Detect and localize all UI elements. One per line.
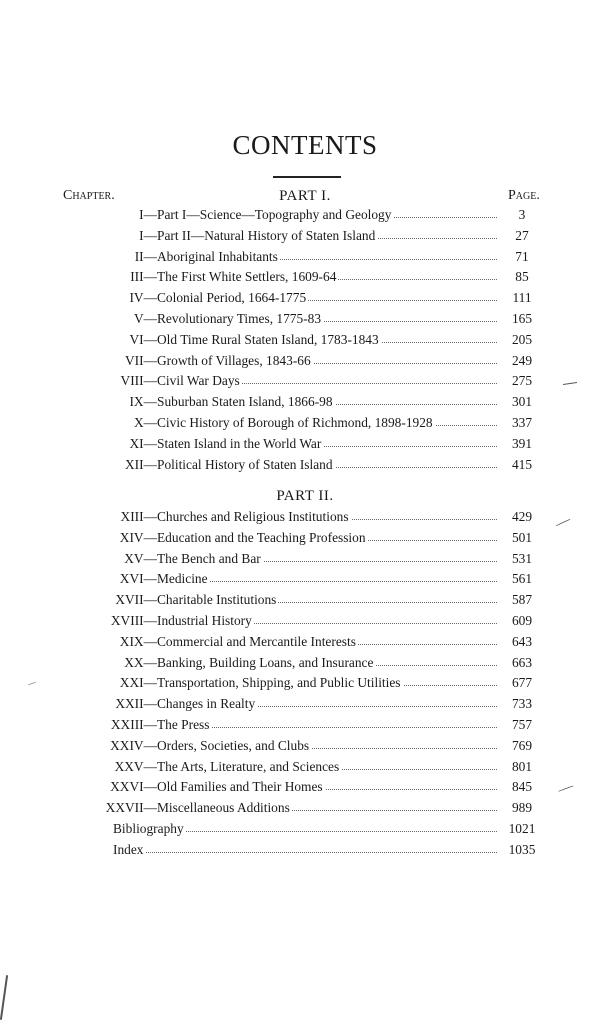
page-number: 301 <box>511 394 533 410</box>
toc-entry <box>0 696 610 716</box>
chapter-number: XIX— <box>119 633 157 649</box>
chapter-number: XI— <box>129 435 157 451</box>
chapter-number: X— <box>133 415 157 430</box>
chapter-title: Churches and Religious Institutions <box>157 509 349 524</box>
page-number: 205 <box>511 331 533 347</box>
chapter-title: Civic History of Borough of Richmond, 1898-1928 <box>157 415 433 430</box>
page-number: 757 <box>511 717 533 732</box>
page-number: 677 <box>511 675 533 691</box>
chapter-number: VII— <box>125 352 157 368</box>
page-number: 845 <box>511 779 533 795</box>
toc-entry <box>0 394 610 414</box>
toc-entry <box>0 779 610 799</box>
toc-entry <box>0 436 610 456</box>
page-number: 85 <box>515 269 529 285</box>
chapter-number: XVII— <box>115 592 157 608</box>
chapter-column-header: Chapter. <box>63 188 115 203</box>
chapter-number: XV— <box>124 550 157 566</box>
toc-entry <box>0 457 610 477</box>
toc-entry <box>0 571 610 591</box>
toc-entry <box>0 269 610 289</box>
page-number: 643 <box>511 633 533 649</box>
toc-entry <box>0 228 610 248</box>
page-number: 769 <box>511 737 533 753</box>
chapter-number: XXII— <box>115 696 157 712</box>
chapter-number: XVI— <box>119 571 157 587</box>
chapter-number: XXVI— <box>110 779 157 795</box>
page-number: 3 <box>518 207 526 222</box>
chapter-title: Commercial and Mercantile Interests <box>157 633 356 649</box>
chapter-title: The Bench and Bar <box>157 550 261 566</box>
toc-entry <box>0 353 610 373</box>
chapter-number: I— <box>139 207 157 222</box>
page-number: 337 <box>511 415 533 430</box>
toc-entry <box>0 249 610 269</box>
chapter-number: IX— <box>129 394 157 410</box>
toc-entry <box>0 675 610 695</box>
toc-entry <box>0 759 610 779</box>
part-heading: PART II. <box>276 488 334 504</box>
page-number: 429 <box>511 509 533 524</box>
chapter-title: Industrial History <box>157 613 252 628</box>
chapter-number: V— <box>133 311 157 326</box>
toc-entry <box>0 415 610 435</box>
chapter-title: Growth of Villages, 1843-66 <box>157 352 311 368</box>
chapter-title: Civil War Days <box>157 373 240 389</box>
chapter-title: Changes in Realty <box>157 696 256 712</box>
toc-entry <box>0 290 610 310</box>
chapter-number: XXIV— <box>110 737 157 753</box>
chapter-number: XIII— <box>120 509 157 524</box>
page-number: 663 <box>511 654 533 670</box>
chapter-number: VIII— <box>120 373 157 389</box>
page-title: CONTENTS <box>232 130 378 160</box>
chapter-title: Transportation, Shipping, and Public Utilities <box>157 675 401 691</box>
page-number: 71 <box>515 248 529 264</box>
toc-entry <box>0 613 610 633</box>
page-number: 531 <box>511 550 533 566</box>
chapter-title: Old Families and Their Homes <box>157 779 323 795</box>
page-number: 561 <box>511 571 533 587</box>
chapter-title: Revolutionary Times, 1775-83 <box>157 311 322 326</box>
chapter-title: Index <box>113 841 144 857</box>
toc-entry <box>0 530 610 550</box>
page-number: 501 <box>511 529 533 545</box>
chapter-title: Orders, Societies, and Clubs <box>157 737 310 753</box>
page-number: 801 <box>511 758 533 774</box>
chapter-number: XVIII— <box>110 613 157 628</box>
chapter-number: IV— <box>129 290 157 306</box>
page-number: 391 <box>511 435 533 451</box>
chapter-number: VI— <box>129 331 157 347</box>
chapter-title: Education and the Teaching Profession <box>157 529 366 545</box>
chapter-number: XXV— <box>114 758 157 774</box>
chapter-title: The Press <box>157 717 210 732</box>
chapter-title: Staten Island in the World War <box>157 435 322 451</box>
chapter-number: XXI— <box>119 675 157 691</box>
chapter-number: XIV— <box>119 529 157 545</box>
page-number: 111 <box>512 290 532 306</box>
page-number: 275 <box>511 373 533 389</box>
toc-entry <box>0 655 610 675</box>
toc-entry <box>0 373 610 393</box>
toc-entry <box>0 800 610 820</box>
page-number: 415 <box>511 456 533 472</box>
chapter-title: Miscellaneous Additions <box>157 800 290 816</box>
toc-entry <box>0 738 610 758</box>
page-number: 249 <box>511 352 533 368</box>
toc-entry <box>0 509 610 529</box>
toc-entry <box>0 821 610 841</box>
page-number: 1035 <box>508 841 536 857</box>
page-number: 165 <box>511 311 533 326</box>
page-column-header: Page. <box>508 188 540 203</box>
page-edge-mark <box>0 975 8 1020</box>
chapter-title: Old Time Rural Staten Island, 1783-1843 <box>157 331 379 347</box>
page-number: 609 <box>511 613 533 628</box>
title-rule <box>273 176 341 178</box>
toc-entry <box>0 592 610 612</box>
chapter-title: Charitable Institutions <box>157 592 277 608</box>
chapter-number: XX— <box>124 654 157 670</box>
chapter-title: Part II—Natural History of Staten Island <box>157 227 376 243</box>
chapter-number: II— <box>134 248 157 264</box>
toc-entry <box>0 311 610 331</box>
chapter-number: XII— <box>125 456 157 472</box>
toc-entry <box>0 842 610 862</box>
chapter-title: Suburban Staten Island, 1866-98 <box>157 394 333 410</box>
toc-entry <box>0 332 610 352</box>
chapter-title: Colonial Period, 1664-1775 <box>157 290 307 306</box>
chapter-title: The Arts, Literature, and Sciences <box>157 758 340 774</box>
chapter-title: Political History of Staten Island <box>157 456 333 472</box>
chapter-number: I— <box>139 227 157 243</box>
toc-entry <box>0 634 610 654</box>
chapter-title: The First White Settlers, 1609-64 <box>157 269 337 285</box>
part-heading: PART I. <box>279 188 331 204</box>
chapter-number: XXVII— <box>105 800 157 816</box>
chapter-title: Banking, Building Loans, and Insurance <box>157 654 374 670</box>
toc-entry <box>0 717 610 737</box>
chapter-title: Medicine <box>157 571 208 587</box>
chapter-title: Aboriginal Inhabitants <box>157 248 278 264</box>
page-number: 587 <box>511 592 533 608</box>
toc-entry <box>0 551 610 571</box>
page-number: 989 <box>511 800 533 816</box>
toc-entry <box>0 207 610 227</box>
page-number: 1021 <box>508 821 536 836</box>
chapter-number: III— <box>130 269 157 285</box>
chapter-title: Bibliography <box>113 821 184 836</box>
page-number: 733 <box>511 696 533 712</box>
page-number: 27 <box>515 227 529 243</box>
chapter-title: Part I—Science—Topography and Geology <box>157 207 392 222</box>
chapter-number: XXIII— <box>110 717 157 732</box>
